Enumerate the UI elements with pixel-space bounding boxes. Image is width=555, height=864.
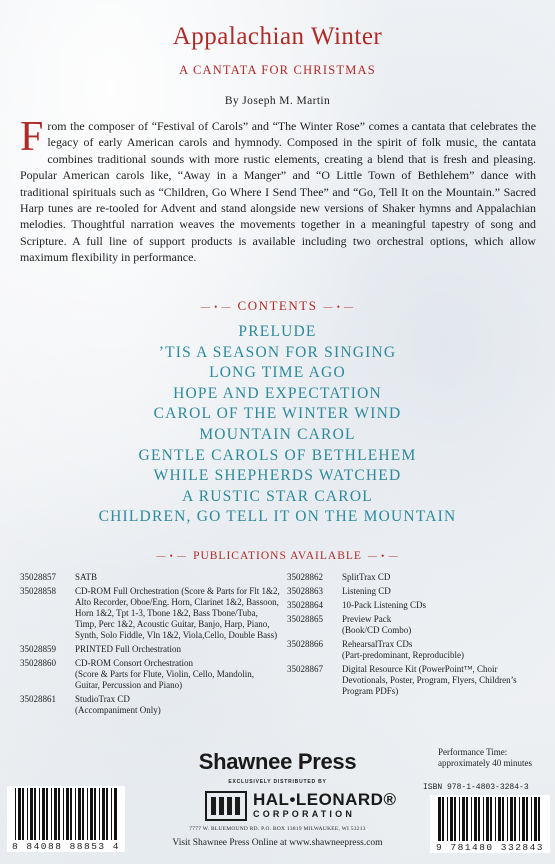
publication-item xyxy=(287,614,542,636)
publications-left-column xyxy=(20,572,280,719)
contents-item: CHILDREN, GO TELL IT ON THE MOUNTAIN xyxy=(98,508,457,526)
publication-item xyxy=(287,600,542,611)
publication-item xyxy=(20,586,280,641)
item-number: 35028864 xyxy=(287,600,323,610)
item-number: 35028867 xyxy=(287,664,323,674)
contents-item: A RUSTIC STAR CAROL xyxy=(182,487,373,505)
intro-text: rom the composer of “Festival of Carols” and “The Winter Rose” comes a cantata that celebrates the legacy of early American carols and hymnody. Composed in the spirit of folk music, the cantata combines traditional sounds with more rustic elements, creating a blend that is fresh and pleasing. Popular American carols like, “Away in a Manger” and “O Little Town of Bethlehem” dance with traditional spirituals such as “Children, Go Where I Send Thee” and “Go, Tell It on the Mountain.” Sacred Harp tunes are re-tooled for Advent and stand alongside new versions of Shaker hymns and Appalachian melodies. Thoughtful narration weaves the movements together in a meaningful tapestry of song and Scripture. A full line of support products is available including two orchestral options, which allow maximum flexibility in performance. xyxy=(20,119,536,265)
item-number: 35028862 xyxy=(287,572,323,582)
publication-item xyxy=(287,639,542,661)
item-number: 35028863 xyxy=(287,586,323,596)
publication-item xyxy=(20,658,280,691)
composer-byline: By Joseph M. Martin xyxy=(224,95,331,107)
publication-item xyxy=(287,664,542,697)
contents-item: LONG TIME AGO xyxy=(209,364,346,382)
item-detail: (Score & Parts for Flute, Violin, Cello, Mandolin, Guitar, Percussion and Piano) xyxy=(75,669,255,690)
item-detail: (Book/CD Combo) xyxy=(342,625,412,635)
item-number: 35028860 xyxy=(20,658,56,668)
contents-item: PRELUDE xyxy=(238,323,317,340)
upc-number: 8 84088 88853 4 xyxy=(7,841,125,852)
intro-paragraph xyxy=(20,114,536,266)
contents-item: GENTLE CAROLS OF BETHLEHEM xyxy=(138,446,417,464)
ornament-left-icon: — • — xyxy=(200,302,232,312)
cantata-subtitle: A CANTATA FOR CHRISTMAS xyxy=(179,63,376,77)
publication-item xyxy=(20,572,280,583)
contents-item: CAROL OF THE WINTER WIND xyxy=(153,405,402,423)
contents-item: MOUNTAIN CAROL xyxy=(199,425,356,443)
ornament-right-icon: — • — xyxy=(367,551,399,561)
performance-time-value: approximately 40 minutes xyxy=(438,758,532,768)
drop-cap: F xyxy=(20,114,44,160)
item-number: 35028861 xyxy=(20,694,56,704)
item-name: SplitTrax CD xyxy=(342,572,391,582)
item-name: SATB xyxy=(75,572,98,582)
upc-barcode-bars-icon xyxy=(7,786,125,840)
item-number: 35028859 xyxy=(20,644,56,654)
publications-heading-label: PUBLICATIONS AVAILABLE xyxy=(193,550,362,562)
distributor-corp: CORPORATION xyxy=(253,809,356,819)
item-detail: (Score & Parts for Flt 1&2, Alto Recorder, Oboe/Eng. Horn, Clarinet 1&2, Bassoon, Horn 1&2, Tpt 1-3, Tbone 1&2, Bass Tbone/Tuba, Timp, Perc 1&2, Acoustic Guitar, Banjo, Harp, Piano, Synth, Solo Fiddle, Vln 1&2, Viola,Cello, Double Bass) xyxy=(75,586,280,640)
contents-item: WHILE SHEPHERDS WATCHED xyxy=(153,467,402,485)
shawnee-press-logo: Shawnee Press xyxy=(198,749,357,774)
cantata-title: Appalachian Winter xyxy=(172,23,383,50)
publication-item xyxy=(287,572,542,583)
contents-heading-label: CONTENTS xyxy=(237,298,318,313)
publication-item xyxy=(20,644,280,655)
distributor-name: HAL•LEONARD® xyxy=(253,790,397,809)
item-name: PRINTED Full Orchestration xyxy=(75,644,181,654)
publications-right-column xyxy=(287,572,542,700)
publication-item xyxy=(287,586,542,597)
item-name: CD-ROM Consort Orchestration xyxy=(75,658,193,668)
item-detail: (Accompaniment Only) xyxy=(75,705,161,715)
isbn-barcode xyxy=(430,795,550,853)
contents-list xyxy=(0,322,555,528)
publication-item xyxy=(20,694,280,716)
publications-heading xyxy=(0,550,555,562)
hal-leonard-logo xyxy=(205,790,405,822)
isbn-barcode-number: 9 781480 332843 xyxy=(430,842,550,853)
hal-leonard-mark-icon xyxy=(205,790,247,822)
distributed-by-label: EXCLUSIVELY DISTRIBUTED BY xyxy=(228,779,327,785)
isbn: ISBN 978-1-4803-3284-3 xyxy=(423,783,529,792)
item-name: Preview Pack xyxy=(342,614,392,624)
item-name: RehearsalTrax CDs xyxy=(342,639,413,649)
isbn-barcode-bars-icon xyxy=(430,795,550,841)
item-number: 35028858 xyxy=(20,586,56,596)
performance-time-label: Performance Time: xyxy=(438,747,508,757)
item-name: 10-Pack Listening CDs xyxy=(342,600,426,610)
item-number: 35028857 xyxy=(20,572,56,582)
item-number: 35028865 xyxy=(287,614,323,624)
item-number: 35028866 xyxy=(287,639,323,649)
item-name: Listening CD xyxy=(342,586,391,596)
upc-barcode xyxy=(7,786,125,852)
item-detail: (PowerPoint™, Choir Devotionals, Poster, Program, Flyers, Children’s Program PDFs) xyxy=(342,664,517,696)
ornament-right-icon: — • — xyxy=(323,302,355,312)
item-name: StudioTrax CD xyxy=(75,694,130,704)
contents-heading xyxy=(0,298,555,314)
contents-item: HOPE AND EXPECTATION xyxy=(173,384,382,402)
website-line: Visit Shawnee Press Online at www.shawneepress.com xyxy=(172,838,383,848)
item-detail: (Part-predominant, Reproducible) xyxy=(342,650,464,660)
ornament-left-icon: — • — xyxy=(156,551,188,561)
item-name: Digital Resource Kit xyxy=(342,664,417,674)
contents-item: ’TIS A SEASON FOR SINGING xyxy=(158,343,397,361)
distributor-address: 7777 W. BLUEMOUND RD. P.O. BOX 13819 MILWAUKEE, WI 53213 xyxy=(189,826,366,832)
item-name: CD-ROM Full Orchestration xyxy=(75,586,179,596)
